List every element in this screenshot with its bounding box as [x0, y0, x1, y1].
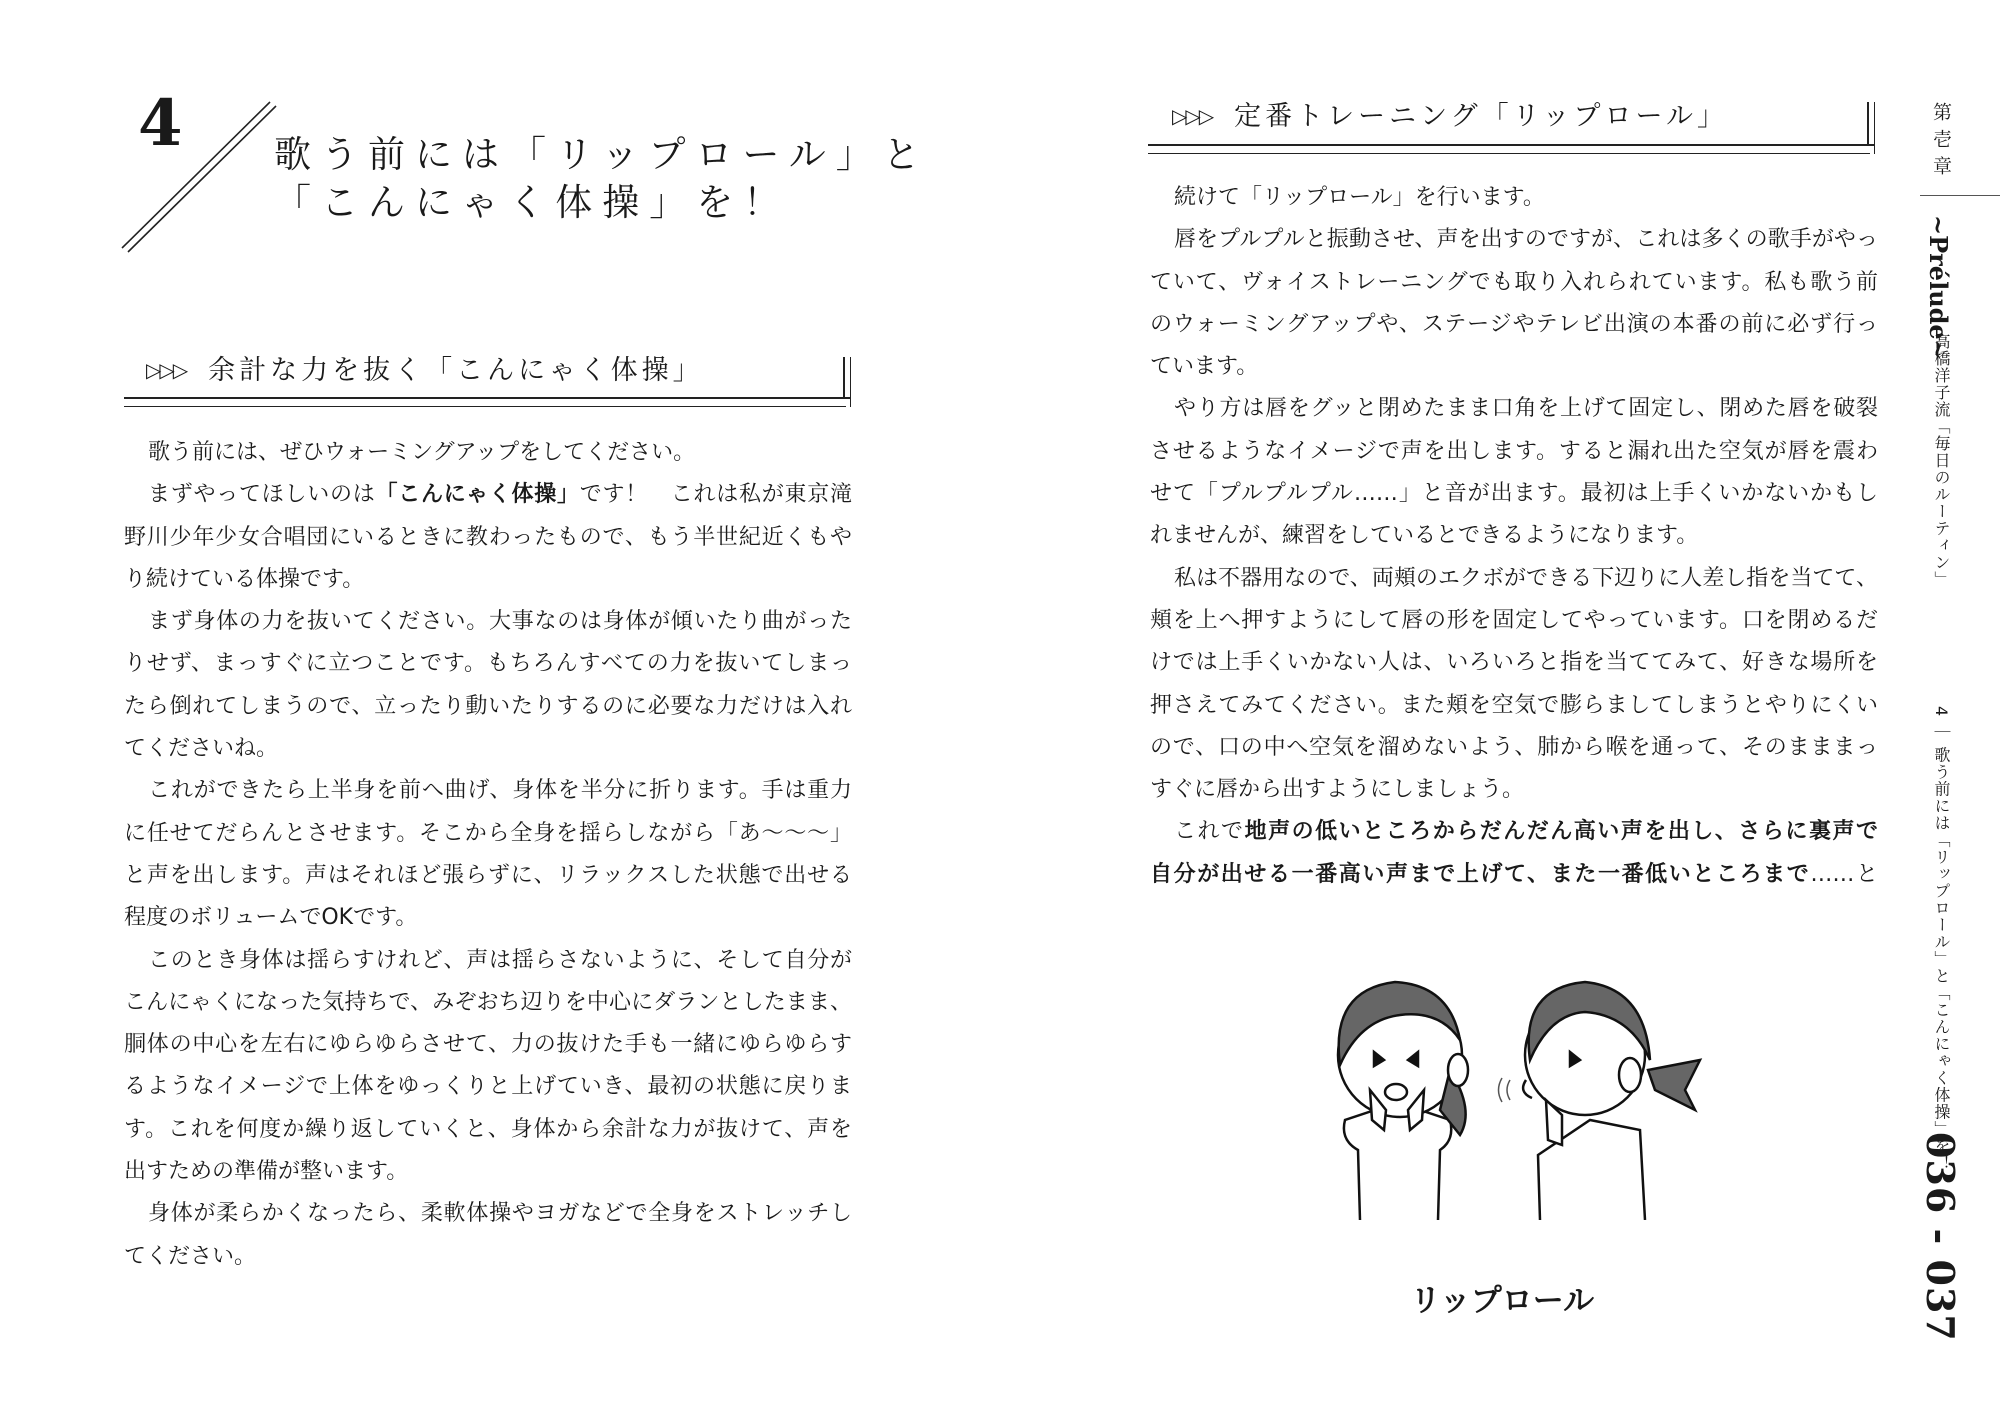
text-span: こんにゃくになった気持ちで、みぞおち辺りを中心にダランとしたまま、 — [124, 989, 852, 1015]
text-line — [124, 1066, 852, 1108]
text-span: 野川少年少女合唱団にいるときに教わったもので、もう半世紀近くもや — [124, 524, 852, 550]
bold-text: 「こんにゃく体操」 — [375, 482, 580, 508]
text-span: やり方は唇をグッと閉めたまま口角を上げて固定し、閉めた唇を破裂 — [1174, 396, 1878, 422]
text-span: 身体が柔らかくなったら、柔軟体操やヨガなどで全身をストレッチし — [148, 1201, 852, 1227]
text-span: たら倒れてしまうので、立ったり動いたりするのに必要な力だけは入れ — [124, 693, 852, 719]
text-span: 歌う前には、ぜひウォーミングアップをしてください。 — [148, 440, 696, 465]
text-line — [1150, 811, 1878, 853]
page-numbers: 036 - 037 — [1918, 1132, 1963, 1342]
text-span: まず身体の力を抜いてください。大事なのは身体が傾いたり曲がった — [148, 609, 852, 635]
sidebar-divider — [1920, 195, 2000, 196]
heading-rule — [1867, 102, 1869, 145]
chapter-label: 第壱章 — [1930, 102, 1952, 183]
triple-triangle-icon: ▷▷▷ — [1172, 104, 1213, 128]
text-line — [124, 1024, 852, 1066]
text-line — [124, 770, 852, 812]
chapter-name: ~Prélude~ — [1924, 215, 1953, 360]
text-span: です！ これは私が東京滝 — [579, 482, 852, 508]
text-span: せて「プルプルプル……」と音が出ます。最初は上手くいかないかもし — [1150, 481, 1878, 507]
text-line — [124, 686, 852, 728]
heading-underline — [124, 406, 846, 407]
text-span: に任せてだらんとさせます。そこから全身を揺らしながら「あ〜〜〜」 — [124, 820, 852, 846]
text-line — [124, 1151, 852, 1193]
text-span: 出すための準備が整います。 — [124, 1159, 409, 1185]
text-line — [124, 474, 852, 516]
text-line — [1150, 219, 1878, 261]
text-line — [1150, 727, 1878, 769]
text-line — [124, 1236, 852, 1278]
text-line — [1150, 558, 1878, 600]
heading-underline — [1148, 144, 1875, 146]
text-line — [1150, 346, 1878, 388]
text-line — [124, 559, 852, 601]
text-line — [1150, 388, 1878, 430]
text-line — [1150, 854, 1878, 896]
diagonal-divider — [118, 98, 278, 254]
text-span: させるようなイメージで声を出します。すると漏れ出た空気が唇を震わ — [1150, 438, 1878, 464]
text-span: ていて、ヴォイストレーニングでも取り入れられています。私も歌う前 — [1150, 269, 1878, 295]
page-title-line-1: 歌う前には「リップロール」と — [274, 133, 930, 176]
text-span: 唇をプルプルと振動させ、声を出すのですが、これは多くの歌手がやっ — [1174, 227, 1878, 253]
text-span: すぐに唇から出すようにしましょう。 — [1150, 777, 1525, 803]
text-span: ています。 — [1150, 354, 1259, 380]
text-line — [1150, 515, 1878, 557]
text-line — [124, 940, 852, 982]
text-line — [124, 855, 852, 897]
text-line — [1150, 177, 1878, 219]
text-span: 続けて「リップロール」を行います。 — [1174, 185, 1545, 210]
text-line — [1150, 685, 1878, 727]
text-span: ので、口の中へ空気を溜めないよう、肺から喉を通って、そのまままっ — [1150, 734, 1878, 760]
section-heading-text: 余計な力を抜く「こんにゃく体操」 — [208, 355, 704, 386]
text-span: これができたら上半身を前へ曲げ、身体を半分に折ります。手は重力 — [148, 778, 852, 804]
text-line — [124, 982, 852, 1024]
heading-rule — [1874, 102, 1875, 154]
text-line — [1150, 304, 1878, 346]
text-line — [1150, 431, 1878, 473]
text-span: れませんが、練習をしているとできるようになります。 — [1150, 523, 1699, 549]
text-line — [124, 1193, 852, 1235]
heading-underline — [124, 397, 851, 399]
illustration-caption: リップロール — [1410, 1283, 1595, 1319]
text-line — [124, 897, 852, 939]
text-line — [124, 432, 852, 474]
text-span: このとき身体は揺らすけれど、声は揺らさないように、そして自分が — [148, 947, 852, 973]
heading-rule — [850, 357, 851, 407]
text-line — [124, 517, 852, 559]
section-number: 4 — [138, 86, 183, 161]
text-span: と声を出します。声はそれほど張らずに、リラックスした状態で出せる — [124, 862, 852, 888]
text-span: りせず、まっすぐに立つことです。もちろんすべての力を抜いてしまっ — [124, 651, 852, 677]
text-span: てください。 — [124, 1243, 257, 1269]
text-line — [124, 813, 852, 855]
text-span: 私は不器用なので、両頬のエクボができる下辺りに人差し指を当てて、 — [1174, 565, 1878, 591]
running-section-title: 4 ｜ 歌う前には「リップロール」と「こんにゃく体操」を！ — [1932, 706, 1951, 1172]
text-span: てくださいね。 — [124, 736, 279, 762]
text-line — [1150, 262, 1878, 304]
text-span: けでは上手くいかない人は、いろいろと指を当ててみて、好きな場所を — [1150, 650, 1878, 676]
right-body-text — [1150, 177, 1878, 896]
text-span: り続けている体操です。 — [124, 566, 365, 592]
text-span: す。これを何度か繰り返していくと、身体から余計な力が抜けて、声を — [124, 1116, 852, 1142]
page-title-line-2: 「こんにゃく体操」を！ — [274, 181, 791, 224]
text-span: これで — [1174, 819, 1245, 845]
bold-text: 地声の低いところからだんだん高い声を出し、さらに裏声で — [1244, 819, 1878, 845]
text-span: まずやってほしいのは — [148, 482, 376, 508]
text-span: 頬を上へ押すようにして唇の形を固定してやっています。口を閉めるだ — [1150, 607, 1878, 633]
text-line — [124, 728, 852, 770]
text-line — [124, 643, 852, 685]
section-heading-text: 定番トレーニング「リップロール」 — [1234, 101, 1728, 132]
text-line — [124, 1109, 852, 1151]
text-span: ……と — [1810, 861, 1878, 887]
section-heading-right — [1172, 103, 1728, 130]
text-span: 押さえてみてください。また頬を空気で膨らましてしまうとやりにくい — [1150, 692, 1878, 718]
text-span: 胴体の中心を左右にゆらゆらさせて、力の抜けた手も一緒にゆらゆらす — [124, 1032, 852, 1058]
text-line — [1150, 473, 1878, 515]
text-span: 程度のボリュームでOKです。 — [124, 905, 418, 931]
section-heading-left — [146, 357, 704, 384]
text-span: るようなイメージで上体をゆっくりと上げていき、最初の状態に戻りま — [124, 1074, 852, 1100]
heading-underline — [1148, 153, 1870, 154]
text-line — [1150, 769, 1878, 811]
heading-rule — [843, 357, 845, 398]
chapter-subtitle: 高橋洋子流「毎日のルーティン」 — [1932, 333, 1951, 588]
text-line — [1150, 642, 1878, 684]
text-span: のウォーミングアップや、ステージやテレビ出演の本番の前に必ず行っ — [1150, 311, 1878, 337]
bold-text: 自分が出せる一番高い声まで上げて、また一番低いところまで — [1150, 861, 1811, 887]
lip-roll-illustration — [1300, 970, 1750, 1220]
text-line — [124, 601, 852, 643]
triple-triangle-icon: ▷▷▷ — [146, 358, 187, 382]
left-body-text — [124, 432, 852, 1278]
text-line — [1150, 600, 1878, 642]
